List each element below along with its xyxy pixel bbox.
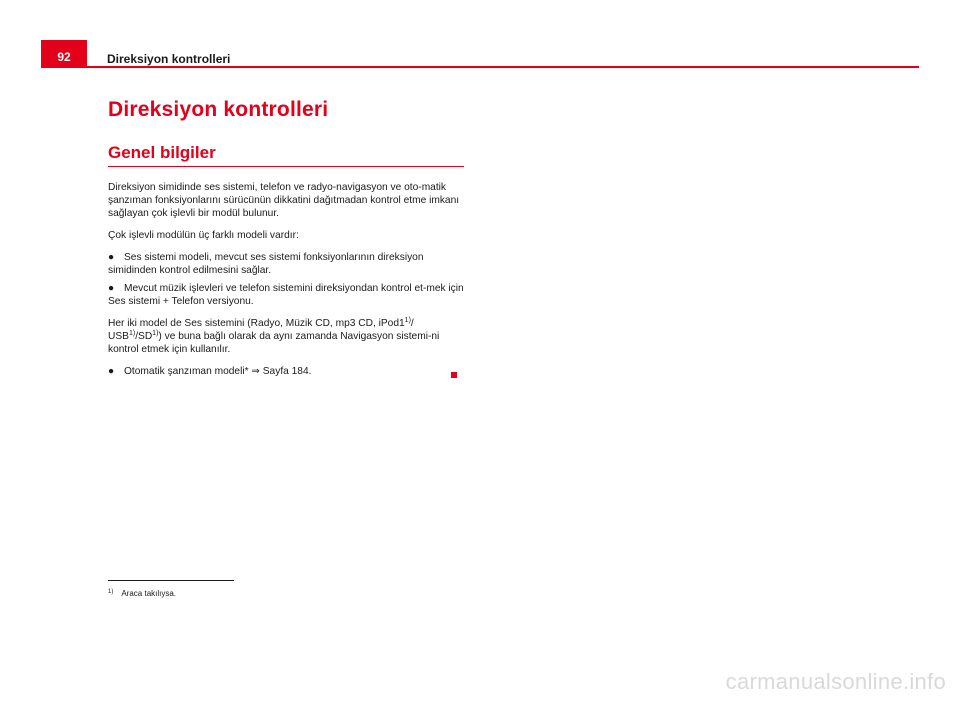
chapter-title: Direksiyon kontrolleri [108, 98, 329, 121]
footnote-text: Araca takılıysa. [121, 589, 177, 598]
models-usage-paragraph: Her iki model de Ses sistemini (Radyo, Müzik CD, mp3 CD, iPod1$^{1)}$/ USB$^{1)}$/SD$^{1)}$) ve buna bağlı olarak da aynı zamanda Navigasyon sistemi-ni kontrol etmek için kullanılır. [108, 317, 440, 355]
footnote [108, 589, 176, 598]
bullet-icon: ● [108, 252, 115, 263]
intro-paragraph: Direksiyon simidinde ses sistemi, telefon ve radyo-navigasyon ve oto-matik şanzıman fonksiyonlarını sürücünün dikkatini dağıtmadan kontrol etme imkanı sağlayan çok işlevli bir modül bulunur. [108, 182, 460, 219]
page-header [41, 40, 919, 68]
bullet-text: Mevcut müzik işlevleri ve telefon sistemini direksiyondan kontrol et-mek için Ses sistemi + Telefon versiyonu. [108, 283, 464, 307]
bullet-text: Otomatik şanzıman modeli* ⇒ Sayfa 184. [124, 366, 312, 377]
footnote-ref: 1) [152, 330, 159, 337]
footnote-divider [108, 580, 234, 581]
list-item [108, 365, 468, 378]
footnote-ref: 1) [404, 317, 411, 324]
list-item [108, 282, 468, 308]
models-intro-paragraph: Çok işlevli modülün üç farklı modeli vardır: [108, 230, 299, 241]
running-title: Direksiyon kontrolleri [107, 52, 231, 66]
page-number: 92 [41, 40, 87, 66]
section-end-marker [451, 372, 457, 378]
bullet-text: Ses sistemi modeli, mevcut ses sistemi fonksiyonlarının direksiyon simidinden kontrol edilmesini sağlar. [108, 252, 424, 276]
body-text [108, 181, 468, 383]
section-title: Genel bilgiler [108, 143, 464, 167]
bullet-icon: ● [108, 283, 115, 294]
footnote-ref: 1) [128, 330, 136, 337]
bullet-icon: ● [108, 366, 115, 377]
footnote-mark: 1) [108, 589, 114, 595]
watermark: carmanualsonline.info [725, 669, 946, 694]
list-item [108, 251, 468, 277]
